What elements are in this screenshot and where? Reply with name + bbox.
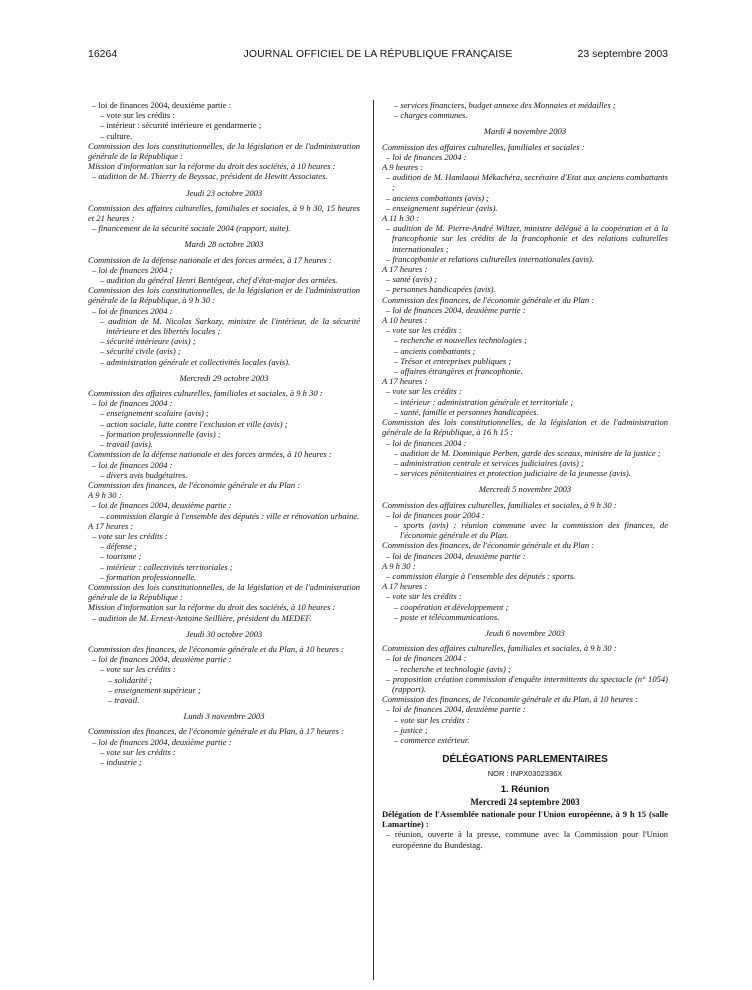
agenda-item: – recherche et technologie (avis) ; [394,663,511,674]
agenda-item: – administration générale et collectivités locales (avis). [100,356,291,367]
time-line: A 9 heures : [382,162,424,173]
agenda-item: – vote sur les crédits : [100,110,175,121]
agenda-item: – vote sur les crédits : [386,386,462,397]
agenda-item: – charges communes. [394,110,468,121]
commission-line: Commission des finances, de l'économie générale et du Plan : [88,479,301,490]
agenda-item: – audition de M. Dominique Perben, garde des sceaux, ministre de la justice ; [394,447,661,458]
agenda-item: – tourisme ; [100,551,142,562]
agenda-item: – loi de finances 2004 : [386,437,467,448]
agenda-item: – sécurité intérieure (avis) ; [100,336,196,347]
agenda-item: – vote sur les crédits : [92,530,168,541]
agenda-item: – loi de finances 2004 : [92,398,173,409]
agenda-item: – audition de M. Pierre-André Wiltzer, ministre délégué à la coopération et à la francophonie sur les crédits de la francophonie et des relations culturelles internationales ; [386,223,668,254]
commission-line: Commission des affaires culturelles, familiales et sociales, à 9 h 30 : [382,499,617,510]
commission-line: Commission des lois constitutionnelles, de la législation et de l'administration générale de la République, à 16 h 15 : [382,417,668,438]
agenda-item: – proposition création commission d'enquête intermittents du spectacle (n° 1054) (rapport). [386,673,668,694]
agenda-item: – loi de finances 2004, deuxième partie : [386,704,526,715]
left-column [88,100,360,767]
page-header [88,48,668,62]
agenda-item: – personnes handicapées (avis). [386,284,496,295]
agenda-item: – commerce extérieur. [394,734,470,745]
commission-line: Commission des affaires culturelles, familiales et sociales, à 9 h 30 : [382,643,617,654]
agenda-item: – francophonie et relations culturelles internationales (avis). [386,253,595,264]
commission-line: Commission des finances, de l'économie générale et du Plan : [382,540,595,551]
agenda-item: – vote sur les crédits : [100,664,176,675]
agenda-item: – industrie ; [100,756,142,767]
time-line: A 9 h 30 : [88,490,122,501]
agenda-item: – vote sur les crédits : [394,714,470,725]
agenda-item: – défense ; [100,541,138,552]
commission-line: Commission de la défense nationale et des forces armées, à 10 heures : [88,449,332,460]
agenda-item: – anciens combattants ; [394,345,476,356]
date-heading: Lundi 3 novembre 2003 [183,711,265,722]
date-heading: Mercredi 5 novembre 2003 [478,484,572,495]
agenda-item: – travail (avis). [100,439,153,450]
time-line: A 10 heures : [382,315,428,326]
agenda-item: – commission élargie à l'ensemble des députés : sports. [386,570,576,581]
agenda-item: – vote sur les crédits : [386,325,462,336]
agenda-item: – loi de finances 2004, deuxième partie : [92,736,232,747]
commission-line: Mission d'information sur la réforme du droit des sociétés, à 10 heures : [88,161,336,172]
agenda-item: – recherche et nouvelles technologies ; [394,335,527,346]
commission-line: Commission des lois constitutionnelles, de la législation et de l'administration générale de la République : [88,140,360,162]
agenda-item: – santé, famille et personnes handicapées. [394,406,539,417]
commission-line: Commission de la défense nationale et des forces armées, à 17 heures : [88,254,332,265]
commission-line: Commission des finances, de l'économie générale et du Plan, à 10 heures : [88,643,344,654]
agenda-item: – audition de M. Thierry de Beyssac, président de Hewitt Associates. [92,171,328,182]
agenda-item: – réunion, ouverte à la presse, commune avec la Commission pour l'Union européenne du Bundestag. [386,829,668,850]
agenda-item: – loi de finances 2004, deuxième partie : [92,500,232,511]
commission-line: Commission des finances, de l'économie générale et du Plan : [382,294,595,305]
time-line: A 17 heures : [382,376,428,387]
commission-line: Commission des lois constitutionnelles, de la législation et de l'administration générale de la République, à 9 h 30 : [88,285,360,306]
column-divider [373,100,374,980]
commission-line: Commission des lois constitutionnelles, de la législation et de l'administration générale de la République : [88,581,360,603]
page-number: 16264 [88,48,118,60]
agenda-item: – culture. [100,130,133,141]
text-line: Délégation de l'Assemblée nationale pour l'Union européenne, à 9 h 15 (salle Lamartine) : [382,809,668,830]
commission-line: Commission des affaires culturelles, familiales et sociales, à 9 h 30 : [88,388,323,399]
agenda-item: – santé (avis) ; [386,274,438,285]
date-heading: Mardi 28 octobre 2003 [184,239,264,250]
agenda-item: – divers avis budgétaires. [100,469,188,480]
agenda-item: – loi de finances 2004 : [386,653,467,664]
agenda-item: – affaires étrangères et francophonie. [394,366,523,377]
subsection-heading: 1. Réunion [500,783,550,795]
right-column [382,100,668,850]
commission-line: Commission des affaires culturelles, familiales et sociales : [382,141,585,152]
time-line: A 11 h 30 : [382,213,420,224]
agenda-item: – sports (avis) : réunion commune avec la commission des finances, de l'économie générale et du Plan. [394,519,668,541]
date-heading: Jeudi 6 novembre 2003 [485,627,565,638]
journal-title: JOURNAL OFFICIEL DE LA RÉPUBLIQUE FRANÇAISE [243,48,513,60]
agenda-item: – enseignement supérieur (avis). [386,202,498,213]
agenda-item: – vote sur les crédits : [386,591,462,602]
agenda-item: – audition de M. Ernest-Antoine Seillière, président du MEDEF. [92,612,312,623]
agenda-item: – loi de finances 2004, deuxième partie : [92,100,232,110]
agenda-item: – intérieur : administration générale et territoriale ; [394,396,574,407]
agenda-item: – loi de finances 2004 ; [92,264,173,275]
agenda-item: – coopération et développement ; [394,601,509,612]
agenda-item: – loi de finances 2004 : [92,305,173,316]
date-heading: Jeudi 23 octobre 2003 [185,187,263,198]
agenda-item: – enseignement supérieur ; [108,684,201,695]
agenda-item: – loi de finances pour 2004 : [386,509,485,520]
agenda-item: – action sociale, lutte contre l'exclusion et ville (avis) ; [100,418,288,429]
agenda-item: – sécurité civile (avis) ; [100,346,181,357]
date-heading: Jeudi 30 octobre 2003 [185,628,263,639]
agenda-item: – administration centrale et services judiciaires (avis) ; [394,457,584,468]
agenda-item: – audition du général Henri Bentégeat, chef d'état-major des armées. [100,275,338,286]
section-heading: DÉLÉGATIONS PARLEMENTAIRES [442,754,608,766]
commission-line: Mission d'information sur la réforme du droit des sociétés, à 10 heures : [88,602,336,613]
agenda-item: – formation professionnelle. [100,571,197,582]
date-heading: Mardi 4 novembre 2003 [483,126,567,137]
agenda-item: – loi de finances 2004, deuxième partie : [386,550,526,561]
agenda-item: – anciens combattants (avis) ; [386,192,490,203]
commission-line: Commission des finances, de l'économie générale et du Plan, à 17 heures : [88,726,344,737]
agenda-item: – vote sur les crédits : [100,746,176,757]
agenda-item: – formation professionnelle (avis) ; [100,428,221,439]
time-line: A 17 heures : [382,581,428,592]
agenda-item: – justice ; [394,724,428,735]
agenda-item: – intérieur : collectivités territoriales ; [100,561,233,572]
agenda-item: – poste et télécommunications. [394,611,500,622]
commission-line: Commission des affaires culturelles, familiales et sociales, à 9 h 30, 15 heures et 21 heures : [88,202,360,224]
agenda-item: – loi de finances 2004, deuxième partie : [92,654,232,665]
agenda-item: – solidarité ; [108,674,153,685]
agenda-item: – audition de M. Nicolas Sarkozy, ministre de l'intérieur, de la sécurité intérieure et des libertés locales ; [100,315,360,337]
meeting-date: Mercredi 24 septembre 2003 [470,796,580,807]
agenda-item: – loi de finances 2004, deuxième partie : [386,304,526,315]
agenda-item: – loi de finances 2004 : [386,151,467,162]
agenda-item: – audition de M. Hamlaoui Mékachéra, secrétaire d'Etat aux anciens combattants ; [386,172,668,193]
commission-line: Commission des finances, de l'économie générale et du Plan, à 10 heures : [382,694,638,705]
agenda-item: – Trésor et entreprises publiques ; [394,355,512,366]
agenda-item: – commission élargie à l'ensemble des députés : ville et rénovation urbaine. [100,510,360,521]
time-line: A 9 h 30 : [382,560,416,571]
issue-date: 23 septembre 2003 [577,48,668,60]
time-line: A 17 heures : [382,264,428,275]
agenda-item: – enseignement scolaire (avis) ; [100,408,209,419]
agenda-item: – intérieur : sécurité intérieure et gendarmerie ; [100,120,262,131]
date-heading: Mercredi 29 octobre 2003 [179,372,269,383]
agenda-item: – services financiers, budget annexe des Monnaies et médailles ; [394,100,616,110]
agenda-item: – travail. [108,694,140,705]
nor-reference: NOR : INPX0302336X [487,769,563,779]
agenda-item: – services pénitentiaires et protection judiciaire de la jeunesse (avis). [394,468,631,479]
time-line: A 17 heures : [88,520,134,531]
agenda-item: – loi de finances 2004 : [92,459,173,470]
agenda-item: – financement de la sécurité sociale 2004 (rapport, suite). [92,223,291,234]
